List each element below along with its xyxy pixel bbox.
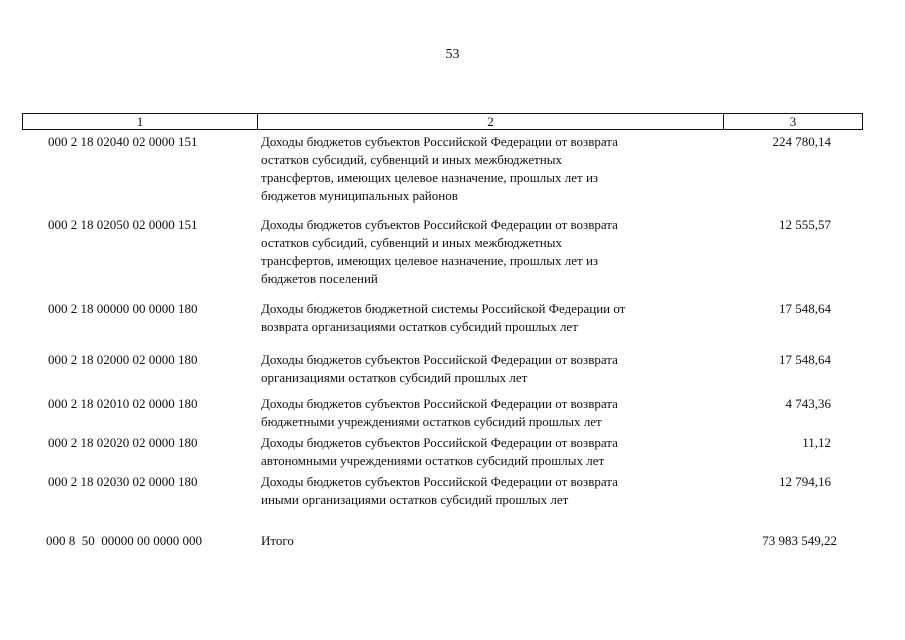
amount-value: 4 743,36 <box>785 396 831 411</box>
description-line: Доходы бюджетов субъектов Российской Федерации от возврата <box>261 474 618 489</box>
income-description <box>261 473 701 509</box>
amount-value: 17 548,64 <box>779 352 831 367</box>
page-number: 53 <box>445 47 460 62</box>
budget-code: 000 8 50 00000 00 0000 000 <box>46 533 202 548</box>
amount-value: 12 794,16 <box>779 474 831 489</box>
description-line: Доходы бюджетов субъектов Российской Федерации от возврата <box>261 396 618 411</box>
budget-code: 000 2 18 02030 02 0000 180 <box>48 474 198 489</box>
income-description <box>261 300 701 336</box>
budget-code: 000 2 18 02050 02 0000 151 <box>48 217 198 232</box>
description-line: Доходы бюджетов субъектов Российской Федерации от возврата <box>261 352 618 367</box>
description-line: иными организациями остатков субсидий прошлых лет <box>261 492 569 507</box>
budget-code: 000 2 18 02010 02 0000 180 <box>48 396 198 411</box>
description-line: бюджетов муниципальных районов <box>261 188 458 203</box>
column-header-1: 1 <box>23 114 258 129</box>
amount-value: 224 780,14 <box>772 134 831 149</box>
description-line: остатков субсидий, субвенций и иных межбюджетных <box>261 152 562 167</box>
column-header-2: 2 <box>258 114 724 129</box>
description-line: бюджетов поселений <box>261 271 378 286</box>
budget-code: 000 2 18 02020 02 0000 180 <box>48 435 198 450</box>
budget-code: 000 2 18 02040 02 0000 151 <box>48 134 198 149</box>
amount-value: 17 548,64 <box>779 301 831 316</box>
description-line: трансфертов, имеющих целевое назначение, прошлых лет из <box>261 253 599 268</box>
total-label: Итого <box>261 533 294 548</box>
description-line: организациями остатков субсидий прошлых лет <box>261 370 528 385</box>
income-description <box>261 532 701 550</box>
budget-code: 000 2 18 00000 00 0000 180 <box>48 301 198 316</box>
description-line: Доходы бюджетов субъектов Российской Федерации от возврата <box>261 217 618 232</box>
description-line: Доходы бюджетов бюджетной системы Российской Федерации от <box>261 301 626 316</box>
description-line: Доходы бюджетов субъектов Российской Федерации от возврата <box>261 134 618 149</box>
table-column-header <box>22 113 863 130</box>
income-description <box>261 351 701 387</box>
description-line: возврата организациями остатков субсидий прошлых лет <box>261 319 578 334</box>
income-description <box>261 216 701 288</box>
description-line: бюджетными учреждениями остатков субсидий прошлых лет <box>261 414 602 429</box>
income-description <box>261 434 701 470</box>
income-description <box>261 133 701 205</box>
description-line: Доходы бюджетов субъектов Российской Федерации от возврата <box>261 435 618 450</box>
budget-code: 000 2 18 02000 02 0000 180 <box>48 352 198 367</box>
income-description <box>261 395 701 431</box>
total-amount-value: 73 983 549,22 <box>762 533 837 548</box>
amount-value: 12 555,57 <box>779 217 831 232</box>
column-header-3: 3 <box>789 114 797 129</box>
amount-value: 11,12 <box>802 435 831 450</box>
description-line: остатков субсидий, субвенций и иных межбюджетных <box>261 235 562 250</box>
description-line: автономными учреждениями остатков субсидий прошлых лет <box>261 453 605 468</box>
description-line: трансфертов, имеющих целевое назначение, прошлых лет из <box>261 170 599 185</box>
